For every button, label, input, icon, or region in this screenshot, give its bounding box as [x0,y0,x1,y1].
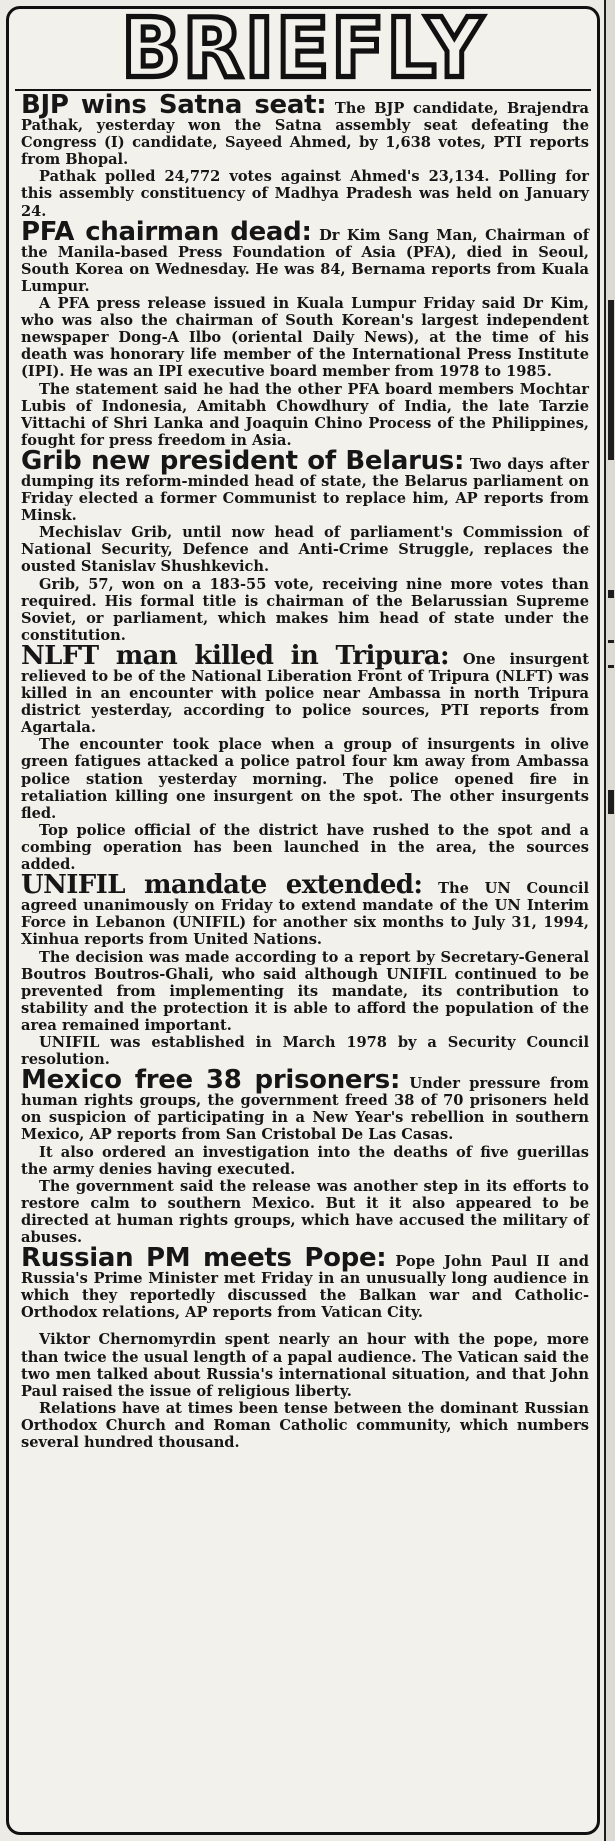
story-headline: UNIFIL mandate extended: [21,870,423,901]
story-paragraph: The statement said he had the other PFA board members Mochtar Lubis of Indonesia, Amitabh Chowdhury of India, the late Tarzie Vittachi of Shri Lanka and Joaquin Chino Process of the Philippines, fought for press freedom in Asia. [21,380,589,449]
story-lead: Two days after dumping its reform-minded head of state, the Belarus parliament on Friday elected a former Communist to replace him, AP reports from Minsk. [21,455,589,525]
story-bjp-satna [21,90,590,220]
stories-list [9,91,597,1451]
adjacent-column-edge [604,0,615,1841]
story-paragraph: The decision was made according to a report by Secretary-General Boutros Boutros-Ghali, who said although UNIFIL continued to be prevented from implementing its mandate, its contribution to stability and the protection it is able to afford the population of the area remained important. [21,948,589,1034]
story-lead: One insurgent relieved to be of the National Liberation Front of Tripura (NLFT) was killed in an encounter with police near Ambassa in north Tripura district yesterday, according to police sources, PTI reports from Agartala. [21,650,589,737]
story-mexico-prisoners [21,1065,589,1246]
story-paragraph: Grib, 57, won on a 183-55 vote, receiving nine more votes than required. His formal title is chairman of the Belarussian Supreme Soviet, or parliament, which makes him head of state under the constitution. [21,575,589,644]
story-pfa-chairman [21,216,589,449]
story-paragraph: Mechislav Grib, until now head of parliament's Commission of National Security, Defence and Anti-Crime Struggle, replaces the ousted Stanislav Shushkevich. [21,524,589,576]
masthead-title: BRIEFLY [121,6,485,97]
story-paragraph: Top police official of the district have rushed to the spot and a combing operation has been launched in the area, the sources added. [21,821,589,874]
story-headline: PFA chairman dead: [21,216,312,247]
story-paragraph: Relations have at times been tense between the dominant Russian Orthodox Church and Roman Catholic community, which numbers several hundred thousand. [21,1399,589,1452]
story-headline: BJP wins Satna seat: [21,90,327,120]
story-lead: The BJP candidate, Brajendra Pathak, yesterday won the Satna assembly seat defeating the Congress (I) candidate, Sayeed Ahmed, by 1,638 votes, PTI reports from Bhopal. [21,100,590,169]
story-nlft-tripura [21,640,589,874]
story-grib-belarus [21,445,589,644]
story-headline: Russian PM meets Pope: [21,1243,387,1274]
story-paragraph: It also ordered an investigation into the deaths of five guerillas the army denies having executed. [21,1143,589,1178]
story-headline: Grib new president of Belarus: [21,445,465,476]
story-paragraph: The government said the release was another step in its efforts to restore calm to southern Mexico. But it it also appeared to be directed at human rights groups, which have accused the military of abuses. [21,1177,589,1246]
masthead [15,6,591,97]
story-paragraph: The encounter took place when a group of insurgents in olive green fatigues attacked a police patrol four km away from Ambassa police station yesterday morning. The police opened fire in retaliation killing one insurgent on the spot. The other insurgents fled. [21,736,589,822]
story-paragraph: Pathak polled 24,772 votes against Ahmed's 23,134. Polling for this assembly constituency of Madhya Pradesh was held on January 24. [21,168,589,220]
story-unifil-mandate [21,870,590,1069]
story-lead: Pope John Paul II and Russia's Prime Minister met Friday in an unusually long audience in which they reportedly discussed the Balkan war and Catholic-Orthodox relations, AP reports from Vatican City. [21,1253,589,1322]
story-lead: The UN Council agreed unanimously on Friday to extend mandate of the UN Interim Force in Lebanon (UNIFIL) for another six months to July 31, 1994, Xinhua reports from United Nations. [21,880,590,949]
story-lead: Dr Kim Sang Man, Chairman of the Manila-based Press Foundation of Asia (PFA), died in Seoul, South Korea on Wednesday. He was 84, Bernama reports from Kuala Lumpur. [21,226,589,295]
story-paragraph: UNIFIL was established in March 1978 by a Security Council resolution. [21,1033,589,1069]
story-paragraph: A PFA press release issued in Kuala Lumpur Friday said Dr Kim, who was also the chairman of South Korean's largest independent newspaper Dong-A Ilbo (oriental Daily News), at the time of his death was honorary life member of the International Press Institute (IPI). He was an IPI executive board member from 1978 to 1985. [21,295,589,381]
briefly-column [6,6,600,1835]
story-lead: Under pressure from human rights groups, the government freed 38 of 70 prisoners held on suspicion of participating in a New Year's rebellion in southern Mexico, AP reports from San Cristobal De Las Casas. [21,1075,589,1144]
story-paragraph: Viktor Chernomyrdin spent nearly an hour with the pope, more than twice the usual length of a papal audience. The Vatican said the two men talked about Russia's international situation, and that John Paul raised the issue of religious liberty. [21,1331,589,1400]
story-headline: Mexico free 38 prisoners: [21,1065,401,1096]
story-russian-pm-pope [21,1243,589,1452]
story-headline: NLFT man killed in Tripura: [21,640,449,671]
